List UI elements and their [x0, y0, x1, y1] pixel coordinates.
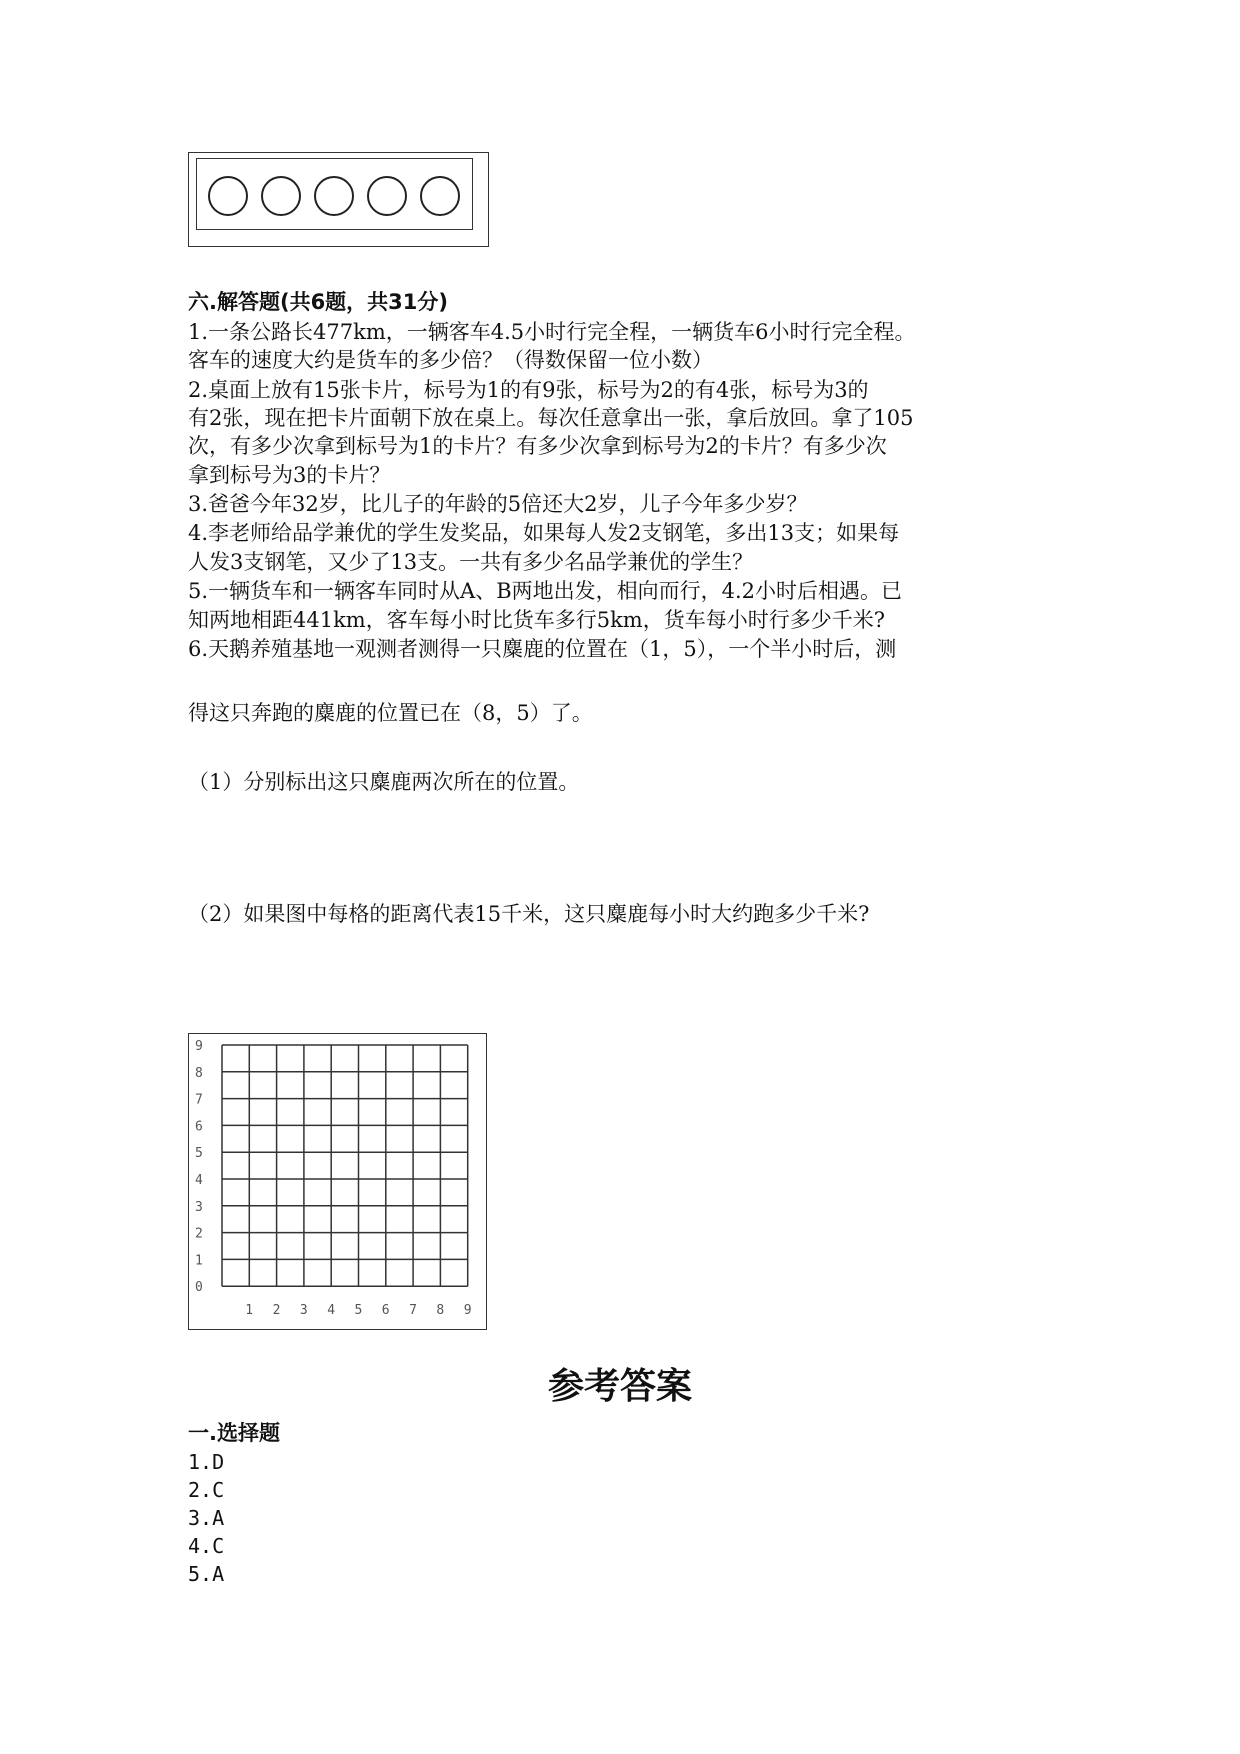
grid-x-tick-label: 8 — [436, 1303, 445, 1319]
circle — [208, 176, 248, 216]
grid-y-tick-label: 2 — [195, 1226, 203, 1242]
grid-y-tick-label: 1 — [195, 1253, 203, 1269]
question-line: 有2张，现在把卡片面朝下放在桌上。每次任意拿出一张，拿后放回。拿了105 — [188, 406, 914, 430]
question-line: 1.一条公路长477km，一辆客车4.5小时行完全程，一辆货车6小时行完全程。 — [188, 320, 916, 344]
grid-y-tick-label: 9 — [195, 1039, 203, 1054]
grid-x-tick-label: 7 — [409, 1303, 417, 1319]
grid-y-tick-label: 6 — [195, 1119, 203, 1135]
question-line: 6.天鹅养殖基地一观测者测得一只麋鹿的位置在（1，5），一个半小时后，测 — [188, 637, 897, 661]
grid-x-tick-label: 6 — [381, 1303, 390, 1319]
subquestion-2: （2）如果图中每格的距离代表15千米，这只麋鹿每小时大约跑多少千米? — [188, 902, 870, 926]
question-line: 5.一辆货车和一辆客车同时从A、B两地出发，相向而行，4.2小时后相遇。已 — [188, 579, 903, 603]
section-title: 六.解答题(共6题，共31分) — [188, 290, 449, 314]
answer-item: 2.C — [188, 1478, 225, 1502]
question-line: 次，有多少次拿到标号为1的卡片？有多少次拿到标号为2的卡片？有多少次 — [188, 434, 887, 458]
grid-y-tick-label: 3 — [195, 1199, 203, 1215]
answer-item: 3.A — [188, 1506, 225, 1530]
coordinate-grid — [188, 1033, 487, 1330]
grid-x-tick-label: 1 — [245, 1303, 254, 1319]
grid-y-tick-label: 0 — [195, 1280, 203, 1296]
question-line: 2.桌面上放有15张卡片，标号为1的有9张，标号为2的有4张，标号为3的 — [188, 378, 869, 402]
answers-section-title: 一.选择题 — [188, 1421, 280, 1445]
grid-y-tick-label: 5 — [195, 1146, 203, 1162]
answer-item: 1.D — [188, 1450, 225, 1474]
answer-item: 4.C — [188, 1534, 225, 1558]
answer-item: 5.A — [188, 1562, 225, 1586]
grid-x-tick-label: 5 — [354, 1303, 363, 1319]
subquestion-1: （1）分别标出这只麋鹿两次所在的位置。 — [188, 770, 580, 794]
question-line: 拿到标号为3的卡片？ — [188, 463, 391, 487]
question-line: 3.爸爸今年32岁，比儿子的年龄的5倍还大2岁，儿子今年多少岁？ — [188, 492, 808, 516]
question-line: 4.李老师给品学兼优的学生发奖品，如果每人发2支钢笔，多出13支；如果每 — [188, 521, 900, 545]
circle — [314, 176, 354, 216]
grid-x-tick-label: 3 — [299, 1303, 308, 1319]
grid-y-tick-label: 8 — [195, 1065, 203, 1081]
question-line: 人发3支钢笔，又少了13支。一共有多少名品学兼优的学生？ — [188, 550, 754, 574]
grid-y-tick-label: 4 — [195, 1173, 203, 1188]
grid-y-tick-label: 7 — [195, 1092, 203, 1108]
answers-title: 参考答案 — [547, 1366, 692, 1407]
circle — [420, 176, 460, 216]
grid-x-tick-label: 9 — [463, 1303, 472, 1319]
circle — [367, 176, 407, 216]
question-continuation: 得这只奔跑的麋鹿的位置已在（8，5）了。 — [188, 701, 593, 725]
grid-x-tick-label: 2 — [272, 1303, 281, 1319]
question-line: 知两地相距441km，客车每小时比货车多行5km，货车每小时行多少千米? — [188, 608, 885, 632]
circle — [261, 176, 301, 216]
grid-x-tick-label: 4 — [327, 1303, 336, 1319]
question-line: 客车的速度大约是货车的多少倍？（得数保留一位小数） — [188, 348, 713, 372]
